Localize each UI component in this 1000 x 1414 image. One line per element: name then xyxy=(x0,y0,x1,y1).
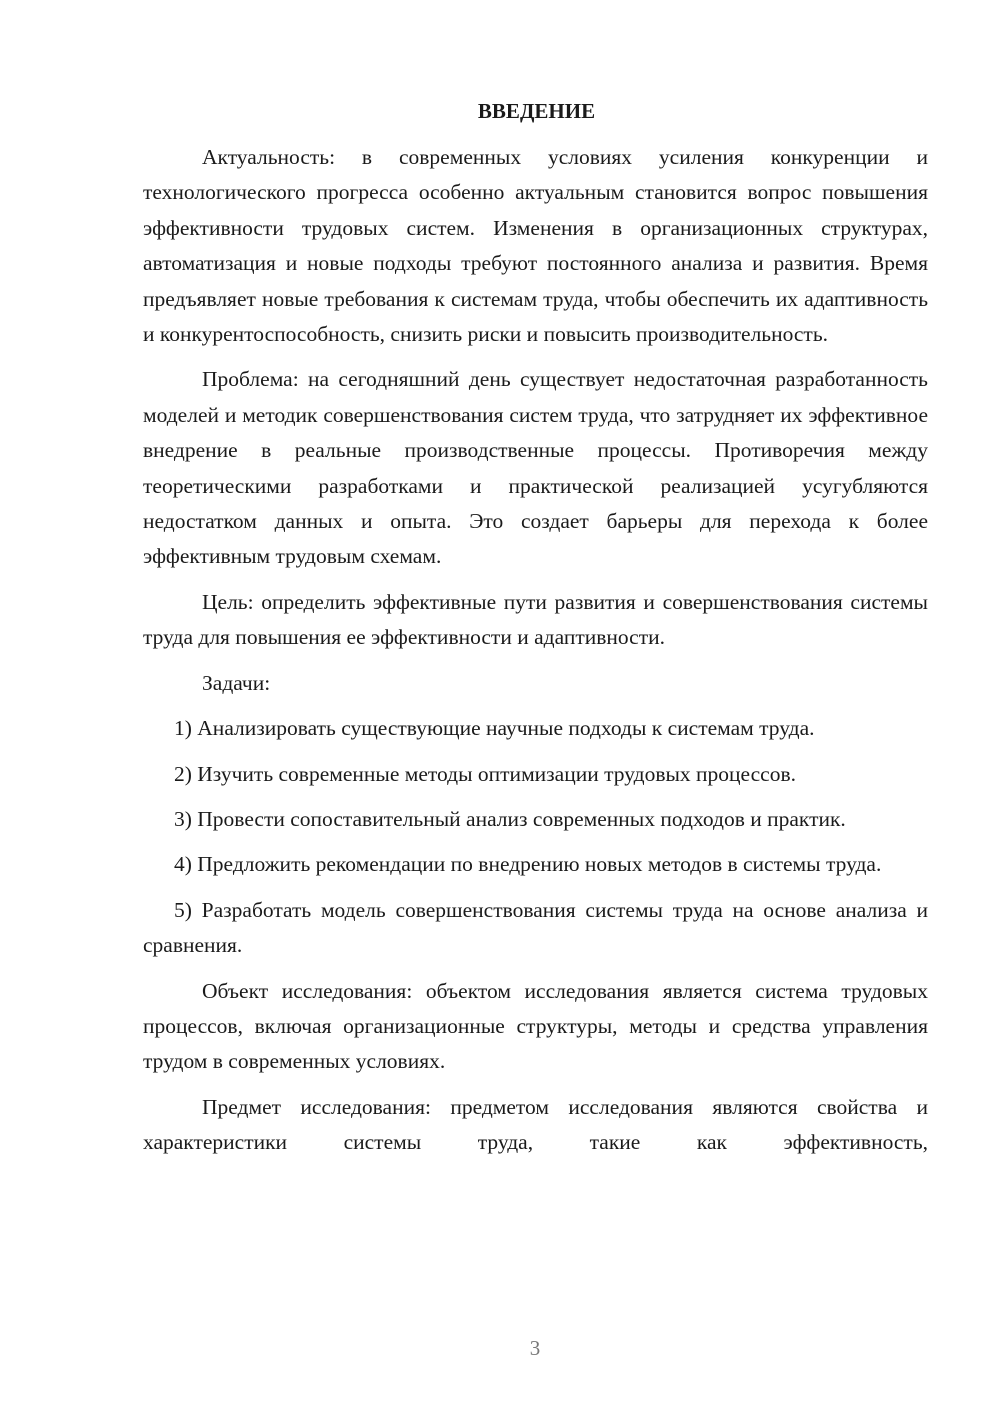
page-number: 3 xyxy=(529,1336,541,1360)
task-item: 2) Изучить современные методы оптимизации трудовых процессов. xyxy=(174,761,796,786)
task-item: 1) Анализировать существующие научные подходы к системам труда. xyxy=(174,716,815,741)
task-item: 3) Провести сопоставительный анализ современных подходов и практик. xyxy=(174,806,846,831)
page-body xyxy=(143,94,928,1161)
paragraph-object: Объект исследования: объектом исследования является система трудовых процессов, включая организационные структуры, методы и средства управления трудом в современных условиях. xyxy=(143,978,928,1074)
paragraph-problem: Проблема: на сегодняшний день существует недостаточная разработанность моделей и методик совершенствования систем труда, что затрудняет их эффективное внедрение в реальные производственные процессы. Противоречия между теоретическими разработками и практической реализацией усугубляются недостатком данных и опыта. Это создает барьеры для перехода к более эффективным трудовым схемам. xyxy=(143,367,928,569)
paragraph-relevance: Актуальность: в современных условиях усиления конкуренции и технологического прогресса особенно актуальным становится вопрос повышения эффективности трудовых систем. Изменения в организационных структурах, автоматизация и новые подходы требуют постоянного анализа и развития. Время предъявляет новые требования к системам труда, чтобы обеспечить их адаптивность и конкурентоспособность, снизить риски и повысить производительность. xyxy=(143,145,928,347)
tasks-title: Задачи: xyxy=(202,670,271,695)
task-item: 4) Предложить рекомендации по внедрению новых методов в системы труда. xyxy=(174,852,882,877)
task-item: 5) Разработать модель совершенствования системы труда на основе анализа и сравнения. xyxy=(143,897,928,958)
section-heading: ВВЕДЕНИЕ xyxy=(477,99,596,123)
paragraph-goal: Цель: определить эффективные пути развития и совершенствования системы труда для повышения ее эффективности и адаптивности. xyxy=(143,589,928,650)
paragraph-subject: Предмет исследования: предметом исследования являются свойства и характеристики системы труда, такие как эффективность, xyxy=(143,1094,928,1155)
